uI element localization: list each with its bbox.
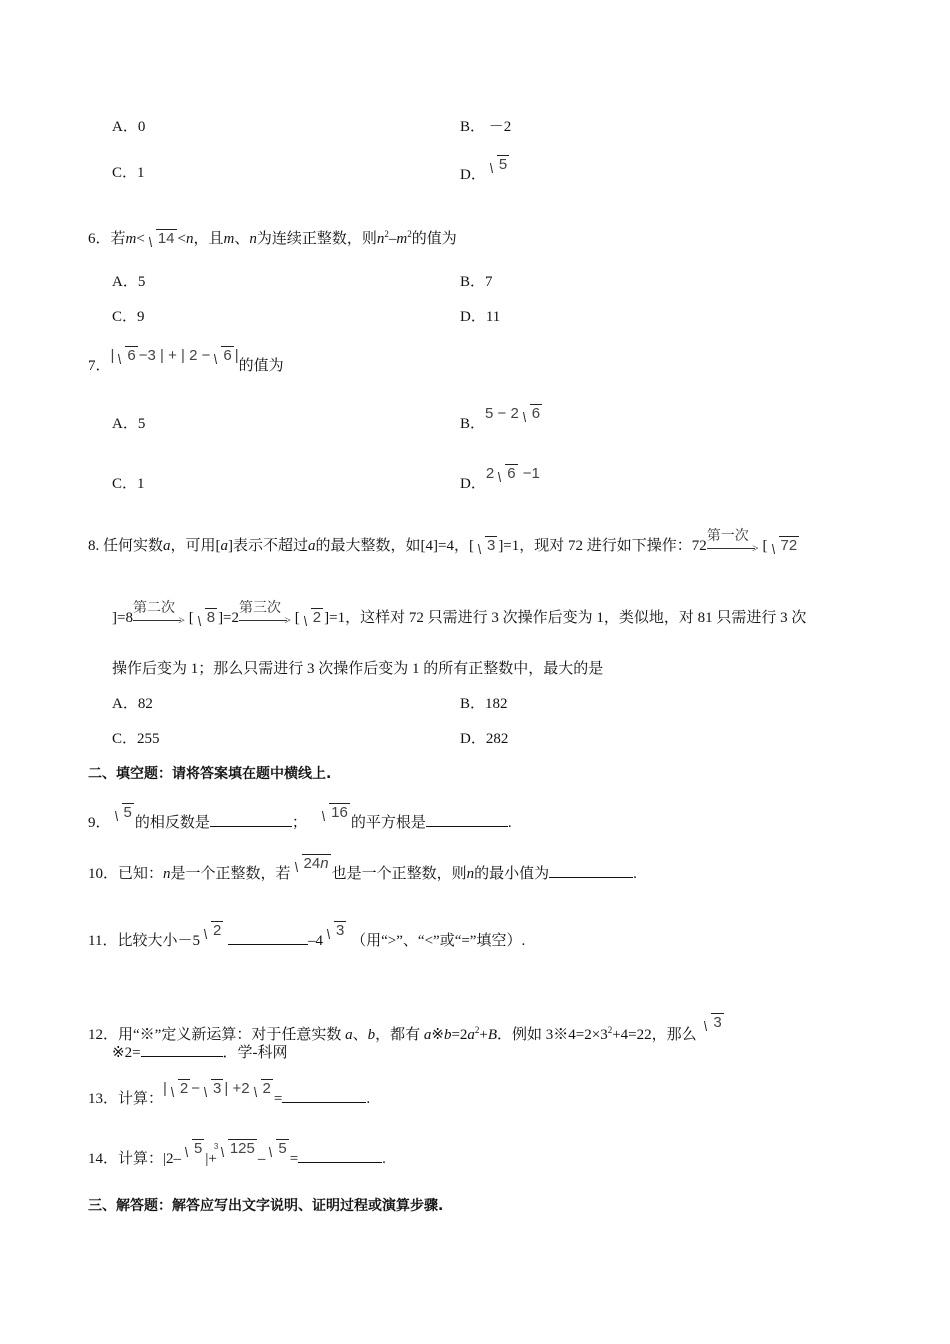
sqrt-6-radical-d	[495, 464, 517, 484]
sqrt-14-radical	[146, 229, 177, 249]
radicand-5c: 5	[194, 1140, 203, 1157]
sqrt-2-radical-d	[251, 1079, 273, 1099]
q12-plus: +	[479, 1027, 488, 1043]
var-n-3: n	[376, 231, 385, 247]
q11-text-a: 11．比较大小－5	[88, 933, 200, 949]
var-n-2: n	[249, 231, 257, 247]
q8-text-1a: 8. 任何实数	[88, 538, 164, 554]
cube-root-125-radical	[213, 1139, 257, 1159]
radicand-72: 72	[780, 537, 798, 554]
q7-option-d-suffix: −1	[518, 465, 540, 482]
var-a-q12: a	[345, 1027, 353, 1043]
sqrt-5-radical-d	[266, 1139, 288, 1159]
radicand-n: n	[320, 855, 329, 872]
q12-text-line2b: ．学-科网	[222, 1045, 288, 1061]
radicand-3d: 3	[213, 1080, 222, 1097]
sqrt-24n-radical	[292, 854, 331, 874]
q7-expression-mid: −3 | + | 2 −	[138, 347, 211, 364]
q10-text-b: 是一个正整数，若	[170, 866, 291, 882]
q8-text-2b: [	[188, 610, 194, 626]
step-arrow-1-label: 第一次	[706, 528, 749, 544]
q8-text-1c: ]表示不超过	[228, 538, 309, 554]
sqrt-5-radical-b	[112, 803, 134, 823]
sqrt-5-radical-c	[182, 1139, 204, 1159]
radicand-16: 16	[331, 804, 348, 821]
q8-text-2c: ]=2	[218, 610, 240, 626]
radicand-8: 8	[206, 609, 216, 626]
var-B: B	[487, 1027, 498, 1043]
q7-option-b-label: B．	[460, 416, 486, 432]
q5-option-a: A．0	[112, 119, 146, 135]
q5-option-d	[460, 155, 510, 183]
arrow-head-icon: >	[284, 613, 292, 627]
answer-blank-11[interactable]	[228, 930, 308, 945]
q7-stem	[88, 346, 284, 374]
q8-option-a: A．82	[112, 696, 153, 712]
q9-period: .	[507, 815, 512, 831]
step-arrow-3-label: 第三次	[239, 600, 282, 616]
q8-text-1d: 的最大整数，如[4]=4，[	[315, 538, 474, 554]
q5-option-b-value: －2	[488, 119, 512, 135]
sqrt-3-radical	[475, 536, 497, 556]
section-3-heading: 三、解答题：解答应写出文字说明、证明过程或演算步骤.	[88, 1198, 444, 1214]
radicand-14: 14	[157, 230, 175, 247]
minus-sign: –	[388, 231, 397, 247]
var-a: a	[163, 538, 171, 554]
q10-period: .	[633, 866, 637, 882]
q14-stem	[88, 1138, 386, 1167]
q14-equals: =	[289, 1151, 299, 1167]
step-arrow-3	[239, 598, 291, 628]
abs-bar: |	[110, 347, 115, 364]
q8-text-1f: [	[762, 538, 768, 554]
q5-option-c: C．1	[112, 165, 145, 181]
answer-blank-13[interactable]	[282, 1088, 366, 1103]
q12-text-e: ．例如 3※4=2×3	[497, 1027, 608, 1043]
q12-text-a: 12．用“※”定义新运算：对于任意实数	[88, 1027, 342, 1043]
arrow-shaft-icon	[239, 620, 287, 621]
sqrt-8-radical	[195, 608, 217, 628]
radicand-3b: 3	[336, 922, 345, 939]
q14-text-a: 14．计算：|2–	[88, 1151, 182, 1167]
radicand-6: 6	[127, 347, 136, 364]
q6-sep: 、	[234, 231, 250, 247]
var-n-q10: n	[163, 866, 171, 882]
var-a-q12b: a	[423, 1027, 432, 1043]
exponent-2: 2	[384, 229, 389, 239]
var-m-2: m	[223, 231, 235, 247]
radicand-3: 3	[486, 537, 496, 554]
var-a-3: a	[308, 538, 316, 554]
q8-option-b: B．182	[460, 696, 508, 712]
section-2-heading: 二、填空题：请将答案填在题中横线上.	[88, 766, 332, 782]
q7-option-b	[460, 404, 543, 432]
step-arrow-2	[133, 598, 185, 628]
q5-option-d-label: D．	[460, 167, 486, 183]
sqrt-72-radical	[769, 536, 800, 556]
q6-number: 6．若	[88, 231, 126, 247]
q14-text-b: |+	[205, 1151, 217, 1167]
var-a-q12c: a	[467, 1027, 475, 1043]
q5-option-b	[460, 117, 511, 137]
q6-text-consecutive: 为连续正整数，则	[256, 231, 377, 247]
var-n-q10b: n	[466, 866, 475, 882]
answer-blank-14[interactable]	[298, 1148, 382, 1163]
q5-option-b-label: B．	[460, 119, 486, 135]
abs-bar-q13: |	[163, 1080, 167, 1097]
radicand-5: 5	[123, 804, 132, 821]
abs-bar-end: |	[234, 347, 239, 364]
radicand-24: 24	[303, 855, 321, 872]
q13-minus: −	[191, 1080, 201, 1097]
radicand-2d: 2	[262, 1080, 271, 1097]
radicand-2b: 2	[212, 922, 222, 939]
answer-blank-9a[interactable]	[210, 812, 292, 827]
q6-stem	[88, 224, 457, 249]
q12-text-b: ，都有	[375, 1027, 421, 1043]
sqrt-2-radical	[301, 608, 323, 628]
q7-option-a: A．5	[112, 416, 146, 432]
q7-number: 7．	[88, 358, 111, 374]
q14-minus: –	[257, 1151, 266, 1167]
answer-blank-10[interactable]	[549, 863, 633, 878]
sqrt-3-radical-b	[324, 921, 346, 941]
q8-line-2	[112, 598, 806, 628]
q13-stem	[88, 1078, 371, 1107]
arrow-head-icon: >	[178, 613, 185, 627]
answer-blank-9b[interactable]	[426, 812, 508, 827]
var-m: m	[125, 231, 137, 247]
q9-text-sqrt: 的平方根是	[350, 815, 426, 831]
q8-text-2d: [	[294, 610, 300, 626]
q9-number: 9．	[88, 815, 111, 831]
step-arrow-1	[707, 526, 759, 556]
q10-text-d: 的最小值为	[474, 866, 550, 882]
sqrt-6-radical-b	[211, 346, 233, 366]
q9-sep: ；	[291, 815, 307, 831]
q7-option-c: C．1	[112, 476, 145, 492]
radicand-5d: 5	[278, 1140, 287, 1157]
radicand-2c: 2	[179, 1080, 189, 1097]
q9-stem	[88, 802, 512, 831]
q7-option-d-prefix: 2	[485, 465, 495, 482]
q5-option-d-radicand: 5	[498, 156, 508, 173]
q6-option-b: B．7	[460, 274, 493, 290]
q6-option-c: C．9	[112, 309, 145, 325]
answer-blank-12[interactable]	[141, 1042, 223, 1057]
q11-text-b: –4	[308, 933, 324, 949]
var-n: n	[185, 231, 194, 247]
q12-text-line2: ※2=	[112, 1045, 141, 1061]
q12-line-2	[112, 1042, 288, 1063]
q7-option-b-prefix: 5 − 2	[485, 405, 519, 422]
radicand-6b: 6	[223, 347, 232, 364]
var-a-2: a	[220, 538, 229, 554]
arrow-shaft-icon	[707, 548, 755, 549]
q6-text-and: ，且	[193, 231, 224, 247]
q13-period: .	[366, 1091, 371, 1107]
q11-text-c: （用“>”、“<”或“=”填空）.	[351, 933, 526, 949]
sqrt-6-radical-c	[520, 404, 542, 424]
var-m-3: m	[396, 231, 408, 247]
less-than: <	[136, 231, 145, 247]
sqrt-3-radical-d	[201, 1079, 223, 1099]
q6-option-d: D．11	[460, 309, 501, 325]
q13-text-d: | +2	[224, 1080, 250, 1097]
sqrt-5-radical	[487, 155, 509, 175]
step-arrow-2-label: 第二次	[132, 600, 175, 616]
q8-text-2a: ]=8	[112, 610, 133, 626]
q8-line-3: 操作后变为 1；那么只需进行 3 次操作后变为 1 的所有正整数中，最大的是	[112, 661, 604, 677]
radicand-125: 125	[229, 1140, 255, 1157]
exponent-2d: 2	[607, 1025, 613, 1035]
radicand-3c: 3	[713, 1014, 722, 1031]
q6-text-value: 的值为	[411, 231, 457, 247]
q8-line-1	[88, 526, 800, 556]
sqrt-2-radical-c	[168, 1079, 190, 1099]
less-than-2: <	[177, 231, 186, 247]
q12-sep: 、	[352, 1027, 368, 1043]
sqrt-16-radical	[319, 803, 350, 823]
q8-text-1e: ]=1，现对 72 进行如下操作：72	[498, 538, 707, 554]
radicand-6c: 6	[531, 405, 541, 422]
q11-stem	[88, 920, 526, 949]
radicand-6d: 6	[507, 465, 516, 482]
q13-text-a: 13．计算：	[88, 1091, 164, 1107]
q13-equals: =	[273, 1091, 283, 1107]
root-index-3: 3	[213, 1142, 219, 1151]
sqrt-2-radical-b	[201, 921, 223, 941]
q7-text-value: 的值为	[238, 358, 284, 374]
q7-option-d-label: D．	[460, 476, 486, 492]
operator-symbol: ※	[431, 1027, 444, 1043]
arrow-head-icon: >	[752, 541, 759, 555]
q10-text-c: 也是一个正整数，则	[331, 866, 467, 882]
q10-stem	[88, 855, 637, 884]
exponent-2b: 2	[407, 229, 412, 239]
arrow-shaft-icon	[133, 620, 181, 621]
q7-option-d	[460, 464, 540, 492]
var-b-q12: b	[367, 1027, 376, 1043]
q10-text-a: 10．已知：	[88, 866, 164, 882]
sqrt-3-radical-c	[701, 1013, 723, 1033]
q8-option-d: D．282	[460, 731, 509, 747]
radicand-2: 2	[312, 609, 322, 626]
q14-period: .	[382, 1151, 386, 1167]
q9-text-opposite: 的相反数是	[134, 815, 210, 831]
var-b-q12b: b	[443, 1027, 452, 1043]
q8-text-1b: ，可用[	[170, 538, 221, 554]
q8-option-c: C．255	[112, 731, 160, 747]
q8-text-2e: ]=1，这样对 72 只需进行 3 次操作后变为 1，类似地，对 81 只需进行 3 次	[324, 610, 807, 626]
q12-text-c: =2	[451, 1027, 468, 1043]
exponent-2c: 2	[474, 1025, 480, 1035]
q12-text-f: +4=22，那么	[612, 1027, 697, 1043]
sqrt-6-radical	[115, 346, 137, 366]
q6-option-a: A．5	[112, 274, 146, 290]
